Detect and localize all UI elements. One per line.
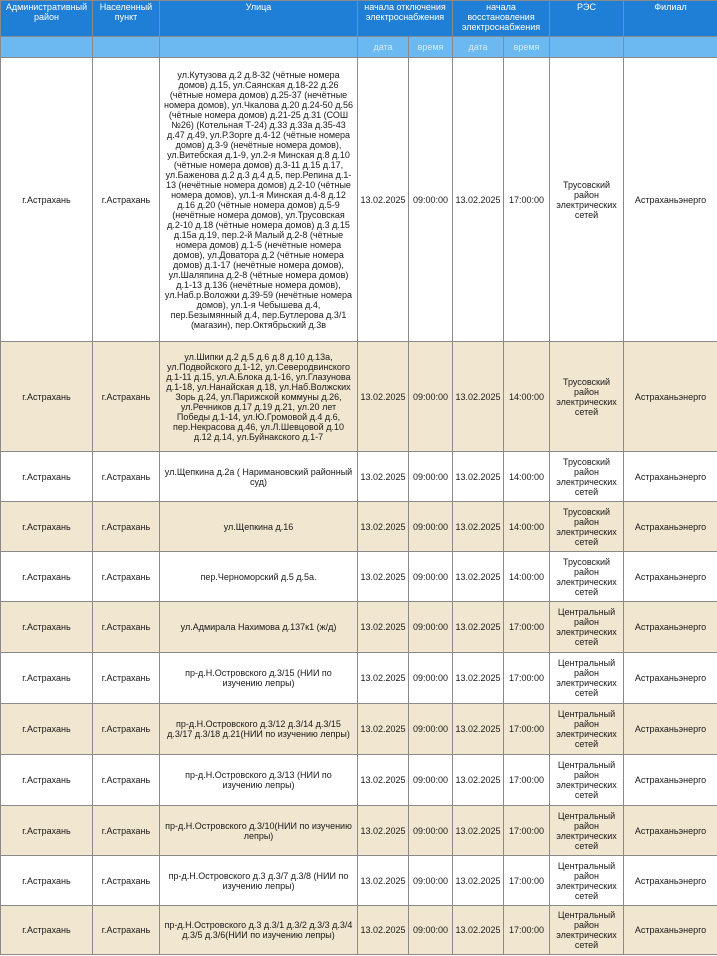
cell-off-date: 13.02.2025 — [358, 602, 409, 653]
cell-off-date: 13.02.2025 — [358, 58, 409, 342]
cell-on-date: 13.02.2025 — [453, 906, 504, 955]
cell-street: пр-д.Н.Островского д.3 д.3/7 д.3/8 (НИИ по изучению лепры) — [160, 856, 358, 906]
cell-on-date: 13.02.2025 — [453, 755, 504, 806]
table-row — [1, 552, 717, 602]
cell-on-date: 13.02.2025 — [453, 856, 504, 906]
table-row — [1, 58, 717, 342]
cell-branch: Астраханьэнерго — [624, 342, 717, 452]
cell-on-date: 13.02.2025 — [453, 342, 504, 452]
cell-off-time: 09:00:00 — [409, 856, 453, 906]
cell-off-time: 09:00:00 — [409, 906, 453, 955]
cell-res: Трусовский район электрических сетей — [550, 58, 624, 342]
cell-off-time: 09:00:00 — [409, 806, 453, 856]
subheader-empty — [1, 37, 93, 58]
cell-locality: г.Астрахань — [93, 755, 160, 806]
cell-branch: Астраханьэнерго — [624, 602, 717, 653]
cell-on-time: 17:00:00 — [504, 653, 550, 704]
header-row — [1, 1, 717, 37]
cell-off-time: 09:00:00 — [409, 58, 453, 342]
cell-district: г.Астрахань — [1, 502, 93, 552]
cell-on-time: 14:00:00 — [504, 452, 550, 502]
header-restore-start[interactable]: начала восстановления электроснабжения — [453, 1, 550, 37]
cell-street: пр-д.Н.Островского д.3/13 (НИИ по изучению лепры) — [160, 755, 358, 806]
cell-off-date: 13.02.2025 — [358, 452, 409, 502]
cell-street: ул.Адмирала Нахимова д.137к1 (ж/д) — [160, 602, 358, 653]
cell-on-date: 13.02.2025 — [453, 806, 504, 856]
cell-locality: г.Астрахань — [93, 856, 160, 906]
cell-locality: г.Астрахань — [93, 806, 160, 856]
cell-off-date: 13.02.2025 — [358, 502, 409, 552]
cell-on-date: 13.02.2025 — [453, 58, 504, 342]
cell-branch: Астраханьэнерго — [624, 452, 717, 502]
cell-on-time: 17:00:00 — [504, 58, 550, 342]
table-row — [1, 602, 717, 653]
cell-district: г.Астрахань — [1, 755, 93, 806]
cell-res: Центральный район электрических сетей — [550, 856, 624, 906]
table-row — [1, 806, 717, 856]
cell-street: ул.Кутузова д.2 д.8-32 (чётные номера домов) д.15, ул.Саянская д.18-22 д.26 (чётные номера домов) д.25-37 (нечётные номера домов), ул.Чкалова д.20 д.24-50 д.56 (чётные номера домов) д.21-25 д.31 (СОШ №26) (Котельная Т-24) д.33 д.33а д.35-43 д.47 д.49, ул.Р.Зорге д.4-12 (чётные номера домов) д.3-9 (нечётные номера домов), ул.Витебская д.1-9, ул.2-я Минская д.8 д.10 (чётные номера домов) д.3-11 д.15 д.17, ул.Баженова д.2 д.3 д.4 д.5, пер.Репина д.1-13 (нечётные номера домов) д.2-10 (чётные номера домов), ул.1-я Минская д.4-8 д.12 д.16 д.20 (чётные номера домов) д.5-9 (нечётные номера домов), ул.Трусовская д.2-10 д.18 (чётные номера домов) д.3 д.15 д.15а д.19, пер.2-й Малый д.2-8 (чётные номера домов) д.1-5 (нечётные номера домов), ул.Доватора д.2 (чётные номера домов) д.1-17 (нечётные номера домов), ул.Шаляпина д.2-8 (чётные номера домов) д.1-13 д.136 (нечётные номера домов), ул.Наб.р.Воложки д.39-59 (нечётные номера домов), ул.1-я Чебышева д.4, пер.Безымянный д.4, пер.Бутлерова д.3/1 (магазин), пер.Октябрьский д.3в — [160, 58, 358, 342]
cell-street: ул.Щепкина д.2а ( Наримановский районный суд) — [160, 452, 358, 502]
cell-off-time: 09:00:00 — [409, 755, 453, 806]
cell-off-time: 09:00:00 — [409, 502, 453, 552]
cell-locality: г.Астрахань — [93, 602, 160, 653]
cell-res: Трусовский район электрических сетей — [550, 342, 624, 452]
cell-branch: Астраханьэнерго — [624, 653, 717, 704]
subheader-off-date[interactable]: дата — [358, 37, 409, 58]
cell-branch: Астраханьэнерго — [624, 502, 717, 552]
cell-on-time: 14:00:00 — [504, 552, 550, 602]
cell-street: пер.Черноморский д.5 д.5а. — [160, 552, 358, 602]
cell-district: г.Астрахань — [1, 58, 93, 342]
cell-street: пр-д.Н.Островского д.3/15 (НИИ по изучению лепры) — [160, 653, 358, 704]
cell-street: пр-д.Н.Островского д.3 д.3/1 д.3/2 д.3/3 д.3/4 д.3/5 д.3/6(НИИ по изучению лепры) — [160, 906, 358, 955]
cell-off-date: 13.02.2025 — [358, 806, 409, 856]
table-row — [1, 856, 717, 906]
subheader-empty — [624, 37, 717, 58]
cell-on-date: 13.02.2025 — [453, 502, 504, 552]
cell-on-time: 14:00:00 — [504, 342, 550, 452]
cell-res: Центральный район электрических сетей — [550, 602, 624, 653]
subheader-on-date[interactable]: дата — [453, 37, 504, 58]
cell-off-time: 09:00:00 — [409, 602, 453, 653]
subheader-row — [1, 37, 717, 58]
cell-off-time: 09:00:00 — [409, 452, 453, 502]
table-row — [1, 704, 717, 755]
cell-street: пр-д.Н.Островского д.3/12 д.3/14 д.3/15 д.3/17 д.3/18 д.21(НИИ по изучению лепры) — [160, 704, 358, 755]
cell-district: г.Астрахань — [1, 704, 93, 755]
cell-on-date: 13.02.2025 — [453, 602, 504, 653]
subheader-empty — [550, 37, 624, 58]
cell-district: г.Астрахань — [1, 653, 93, 704]
cell-street: ул.Шипки д.2 д.5 д.6 д.8 д.10 д.13а, ул.Подвойского д.1-12, ул.Северодвинского д.1-11 д.15, ул.А.Блока д.1-16, ул.Глазунова д.1-18, ул.Нанайская д.18, ул.Наб.Волжских Зорь д.24, ул.Парижской коммуны д.26, ул.Речников д.17 д.19 д.21, ул.20 лет Победы д.1-14, ул.Ю.Громовой д.4 д.6, пер.Некрасова д.46, ул.Л.Шевцовой д.10 д.12 д.14, ул.Буйнакского д.1-7 — [160, 342, 358, 452]
cell-locality: г.Астрахань — [93, 452, 160, 502]
subheader-off-time[interactable]: время — [409, 37, 453, 58]
cell-branch: Астраханьэнерго — [624, 755, 717, 806]
cell-off-time: 09:00:00 — [409, 342, 453, 452]
cell-district: г.Астрахань — [1, 552, 93, 602]
cell-on-date: 13.02.2025 — [453, 653, 504, 704]
table-row — [1, 906, 717, 955]
cell-district: г.Астрахань — [1, 906, 93, 955]
header-district[interactable]: Административный район — [1, 1, 93, 37]
cell-off-date: 13.02.2025 — [358, 552, 409, 602]
cell-locality: г.Астрахань — [93, 653, 160, 704]
cell-off-time: 09:00:00 — [409, 704, 453, 755]
cell-res: Трусовский район электрических сетей — [550, 552, 624, 602]
header-res[interactable]: РЭС — [550, 1, 624, 37]
cell-locality: г.Астрахань — [93, 906, 160, 955]
cell-off-date: 13.02.2025 — [358, 704, 409, 755]
cell-on-time: 17:00:00 — [504, 856, 550, 906]
cell-res: Центральный район электрических сетей — [550, 704, 624, 755]
table-row — [1, 502, 717, 552]
cell-branch: Астраханьэнерго — [624, 806, 717, 856]
subheader-on-time[interactable]: время — [504, 37, 550, 58]
cell-off-date: 13.02.2025 — [358, 755, 409, 806]
cell-res: Центральный район электрических сетей — [550, 906, 624, 955]
header-branch[interactable]: Филиал — [624, 1, 717, 37]
table-row — [1, 452, 717, 502]
subheader-empty — [160, 37, 358, 58]
cell-on-date: 13.02.2025 — [453, 704, 504, 755]
cell-off-date: 13.02.2025 — [358, 856, 409, 906]
cell-on-date: 13.02.2025 — [453, 552, 504, 602]
cell-district: г.Астрахань — [1, 856, 93, 906]
table-row — [1, 342, 717, 452]
cell-district: г.Астрахань — [1, 342, 93, 452]
cell-branch: Астраханьэнерго — [624, 856, 717, 906]
cell-branch: Астраханьэнерго — [624, 552, 717, 602]
cell-off-time: 09:00:00 — [409, 552, 453, 602]
cell-on-time: 17:00:00 — [504, 755, 550, 806]
header-locality[interactable]: Населенный пункт — [93, 1, 160, 37]
cell-off-date: 13.02.2025 — [358, 342, 409, 452]
cell-district: г.Астрахань — [1, 806, 93, 856]
cell-locality: г.Астрахань — [93, 502, 160, 552]
subheader-empty — [93, 37, 160, 58]
cell-res: Центральный район электрических сетей — [550, 653, 624, 704]
cell-res: Трусовский район электрических сетей — [550, 502, 624, 552]
cell-res: Трусовский район электрических сетей — [550, 452, 624, 502]
cell-off-date: 13.02.2025 — [358, 906, 409, 955]
cell-res: Центральный район электрических сетей — [550, 806, 624, 856]
cell-locality: г.Астрахань — [93, 58, 160, 342]
cell-res: Центральный район электрических сетей — [550, 755, 624, 806]
cell-locality: г.Астрахань — [93, 552, 160, 602]
cell-on-time: 17:00:00 — [504, 806, 550, 856]
cell-off-time: 09:00:00 — [409, 653, 453, 704]
cell-on-time: 17:00:00 — [504, 602, 550, 653]
cell-on-time: 17:00:00 — [504, 906, 550, 955]
cell-on-time: 17:00:00 — [504, 704, 550, 755]
cell-locality: г.Астрахань — [93, 342, 160, 452]
header-off-start[interactable]: начала отключения электроснабжения — [358, 1, 453, 37]
cell-on-date: 13.02.2025 — [453, 452, 504, 502]
cell-street: пр-д.Н.Островского д.3/10(НИИ по изучению лепры) — [160, 806, 358, 856]
cell-district: г.Астрахань — [1, 602, 93, 653]
cell-branch: Астраханьэнерго — [624, 58, 717, 342]
header-street[interactable]: Улица — [160, 1, 358, 37]
cell-district: г.Астрахань — [1, 452, 93, 502]
table-body — [1, 58, 717, 955]
table-row — [1, 653, 717, 704]
cell-on-time: 14:00:00 — [504, 502, 550, 552]
cell-off-date: 13.02.2025 — [358, 653, 409, 704]
cell-street: ул.Щепкина д.16 — [160, 502, 358, 552]
table-row — [1, 755, 717, 806]
cell-branch: Астраханьэнерго — [624, 704, 717, 755]
cell-branch: Астраханьэнерго — [624, 906, 717, 955]
cell-locality: г.Астрахань — [93, 704, 160, 755]
